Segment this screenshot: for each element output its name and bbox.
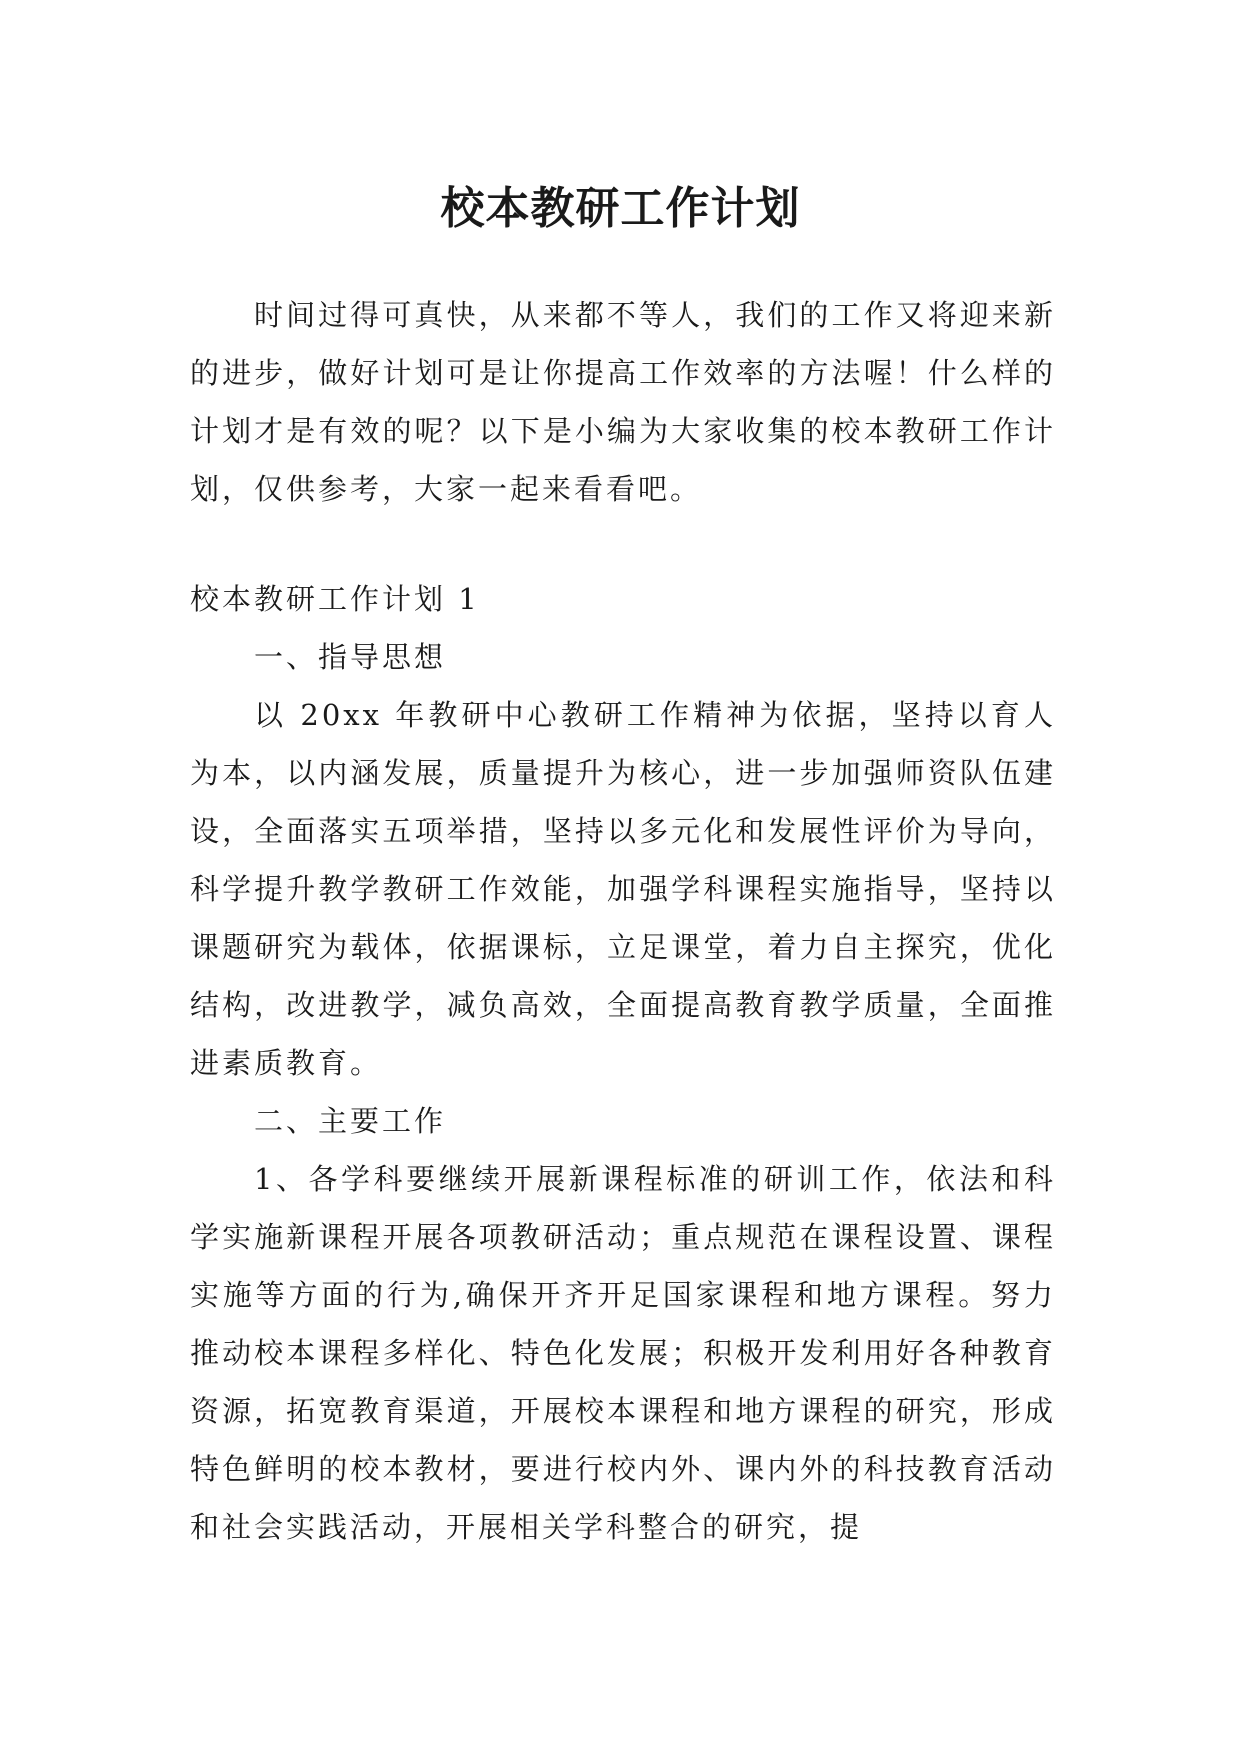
subheading-guiding-ideology: 一、指导思想 (254, 640, 447, 674)
document-title: 校本教研工作计划 (440, 183, 801, 235)
document-body (190, 286, 1056, 1556)
subheading-main-work: 二、主要工作 (254, 1104, 447, 1138)
spacer (190, 518, 1056, 570)
section-heading: 校本教研工作计划 1 (190, 582, 480, 616)
intro-paragraph: 时间过得可真快，从来都不等人，我们的工作又将迎来新的进步，做好计划可是让你提高工作效率的方法喔！什么样的计划才是有效的呢？以下是小编为大家收集的校本教研工作计划，仅供参考，大家一起来看看吧。 (190, 298, 1056, 506)
main-work-item-1: 1、各学科要继续开展新课程标准的研训工作，依法和科学实施新课程开展各项教研活动；重点规范在课程设置、课程实施等方面的行为,确保开齐开足国家课程和地方课程。努力推动校本课程多样化、特色化发展；积极开发利用好各种教育资源，拓宽教育渠道，开展校本课程和地方课程的研究，形成特色鲜明的校本教材，要进行校内外、课内外的科技教育活动和社会实践活动，开展相关学科整合的研究，提 (190, 1162, 1056, 1544)
guiding-ideology-paragraph: 以 20xx 年教研中心教研工作精神为依据，坚持以育人为本，以内涵发展，质量提升为核心，进一步加强师资队伍建设，全面落实五项举措，坚持以多元化和发展性评价为导向，科学提升教学教研工作效能，加强学科课程实施指导，坚持以课题研究为载体，依据课标，立足课堂，着力自主探究，优化结构，改进教学，减负高效，全面提高教育教学质量，全面推进素质教育。 (190, 698, 1056, 1080)
